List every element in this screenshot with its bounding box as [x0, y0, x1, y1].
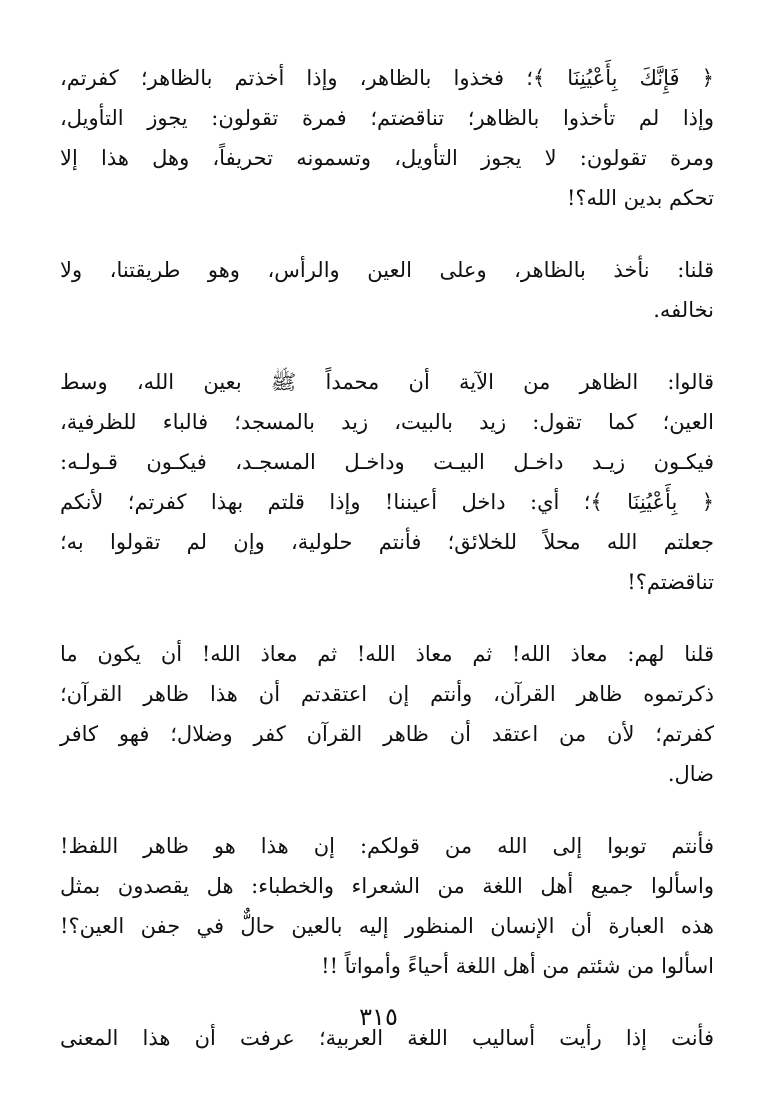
text-line: كفرتم؛ لأن من اعتقد أن ظاهر القرآن كفر وضلال؛ فهو كافر [60, 722, 714, 746]
paragraph-5 [60, 826, 714, 986]
text-line: تحكم بدين الله؟! [566, 186, 714, 210]
text-line: ضال. [667, 762, 714, 786]
text-line: وإذا لم تأخذوا بالظاهر؛ تناقضتم؛ فمرة تقولون: يجوز التأويل، [60, 106, 714, 130]
text-line: اسألوا من شئتم من أهل اللغة أحياءً وأمواتاً !! [321, 954, 714, 978]
text-line: فيكـون زيـد داخـل البيـت وداخـل المسجـد، فيكـون قـولـه: [60, 450, 714, 474]
text-line: ذكرتموه ظاهر القرآن، وأنتم إن اعتقدتم أن هذا ظاهر القرآن؛ [60, 682, 714, 706]
text-line: قالوا: الظاهر من الآية أن محمداً ﷺ بعين الله، وسط [60, 370, 714, 394]
text-line: هذه العبارة أن الإنسان المنظور إليه بالعين حالٌّ في جفن العين؟! [60, 914, 714, 938]
text-line: فأنتم توبوا إلى الله من قولكم: إن هذا هو ظاهر اللفظ! [60, 834, 714, 858]
page-body [60, 58, 714, 1090]
text-line: قلنا: نأخذ بالظاهر، وعلى العين والرأس، وهو طريقتنا، ولا [60, 258, 714, 282]
paragraph-3 [60, 362, 714, 602]
text-line: فأنت إذا رأيت أساليب اللغة العربية؛ عرفت أن هذا المعنى [60, 1026, 714, 1050]
text-line: ﴿ فَإِنَّكَ بِأَعْيُنِنَا ﴾؛ فخذوا بالظاهر، وإذا أخذتم بالظاهر؛ كفرتم، [60, 66, 714, 90]
text-line: قلنا لهم: معاذ الله! ثم معاذ الله! ثم معاذ الله! أن يكون ما [60, 642, 714, 666]
page-number: ٣١٥ [359, 1003, 398, 1031]
text-line: جعلتم الله محلاً للخلائق؛ فأنتم حلولية، وإن لم تقولوا به؛ [60, 530, 714, 554]
text-line: ﴿ بِأَعْيُنِنَا ﴾؛ أي: داخل أعيننا! وإذا قلتم بهذا كفرتم؛ لأنكم [60, 490, 714, 514]
paragraph-4 [60, 634, 714, 794]
text-line: ومرة تقولون: لا يجوز التأويل، وتسمونه تحريفاً، وهل هذا إلا [60, 146, 714, 170]
text-line: واسألوا جميع أهل اللغة من الشعراء والخطباء: هل يقصدون بمثل [60, 874, 714, 898]
text-line: تناقضتم؟! [627, 570, 714, 594]
text-line: نخالفه. [653, 298, 714, 322]
paragraph-1 [60, 58, 714, 218]
paragraph-2 [60, 250, 714, 330]
text-line: العين؛ كما تقول: زيد بالبيت، زيد بالمسجد؛ فالباء للظرفية، [60, 410, 714, 434]
